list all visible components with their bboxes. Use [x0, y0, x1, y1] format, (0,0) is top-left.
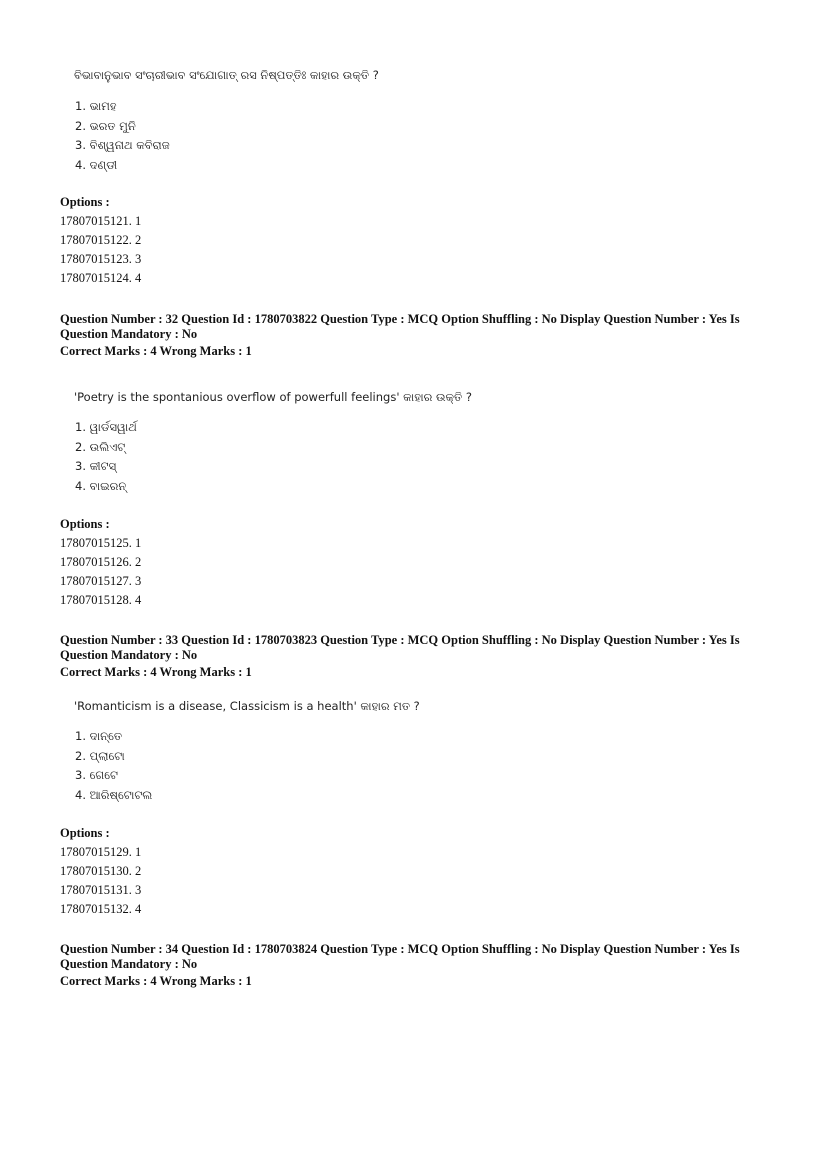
question-31-choices — [75, 97, 170, 175]
option-id: 17807015126. 2 — [60, 555, 142, 569]
choice-item: 4. ବାଇରନ୍ — [75, 478, 127, 493]
choice-item: 2. ଭରତ ମୁନି — [75, 118, 136, 133]
option-id: 17807015128. 4 — [60, 593, 142, 607]
question-32-meta — [60, 312, 760, 359]
question-meta-line: Question Number : 33 Question Id : 1780703823 Question Type : MCQ Option Shuffling : No Display Question Number : Yes Is — [60, 633, 740, 647]
choice-item: 3. ବିଶ୍ୱନାଥ କବିରାଜ — [75, 138, 170, 152]
question-mandatory: Question Mandatory : No — [60, 648, 198, 662]
choice-item: 4. ଆରିଷ୍ଟୋଟଲ — [75, 787, 153, 802]
option-id: 17807015124. 4 — [60, 271, 142, 285]
question-mandatory: Question Mandatory : No — [60, 327, 198, 341]
option-id: 17807015129. 1 — [60, 845, 142, 859]
option-id: 17807015132. 4 — [60, 902, 142, 916]
option-id: 17807015130. 2 — [60, 864, 142, 878]
question-33-meta — [60, 633, 760, 680]
question-32-option-ids — [60, 534, 141, 610]
options-label: Options : — [60, 517, 110, 531]
question-31-option-ids — [60, 212, 141, 288]
option-id: 17807015125. 1 — [60, 536, 142, 550]
choice-item: 1. ୱାର୍ଡସୱାର୍ଥ — [75, 420, 137, 434]
choice-item: 1. ଦାନ୍ତେ — [75, 729, 123, 743]
option-id: 17807015122. 2 — [60, 233, 142, 247]
question-marks: Correct Marks : 4 Wrong Marks : 1 — [60, 974, 252, 988]
option-id: 17807015123. 3 — [60, 252, 142, 266]
question-mandatory: Question Mandatory : No — [60, 957, 198, 971]
question-32-text: 'Poetry is the spontanious overflow of powerfull feelings' କାହାର ଉକ୍ତି ? — [74, 390, 472, 404]
question-meta-line: Question Number : 34 Question Id : 1780703824 Question Type : MCQ Option Shuffling : No Display Question Number : Yes Is — [60, 942, 740, 956]
question-marks: Correct Marks : 4 Wrong Marks : 1 — [60, 665, 252, 679]
options-label: Options : — [60, 195, 110, 209]
option-id: 17807015121. 1 — [60, 214, 142, 228]
choice-item: 4. ଦଣ୍ଡୀ — [75, 157, 118, 172]
choice-item: 2. ପ୍ଲାଟୋ — [75, 748, 125, 763]
options-label: Options : — [60, 826, 110, 840]
question-marks: Correct Marks : 4 Wrong Marks : 1 — [60, 344, 252, 358]
choice-item: 2. ଉଲିଏଟ୍ — [75, 439, 126, 454]
choice-item: 3. କୀଟସ୍ — [75, 459, 117, 473]
question-34-meta — [60, 942, 760, 989]
question-33-text: 'Romanticism is a disease, Classicism is a health' କାହାର ମତ ? — [74, 699, 420, 713]
question-32-choices — [75, 418, 137, 496]
option-id: 17807015127. 3 — [60, 574, 142, 588]
question-meta-line: Question Number : 32 Question Id : 1780703822 Question Type : MCQ Option Shuffling : No Display Question Number : Yes Is — [60, 312, 740, 326]
question-33-choices — [75, 727, 152, 805]
question-33-option-ids — [60, 843, 141, 919]
question-31-text: ବିଭାବାନୁଭାବ ସଂଚାରୀଭାବ ସଂଯୋଗାତ୍ ରସ ନିଷ୍ପତ୍ତିଃ କାହାର ଉକ୍ତି ? — [74, 68, 379, 82]
choice-item: 1. ଭାମହ — [75, 99, 117, 113]
choice-item: 3. ଗେଟେ — [75, 768, 118, 782]
option-id: 17807015131. 3 — [60, 883, 142, 897]
